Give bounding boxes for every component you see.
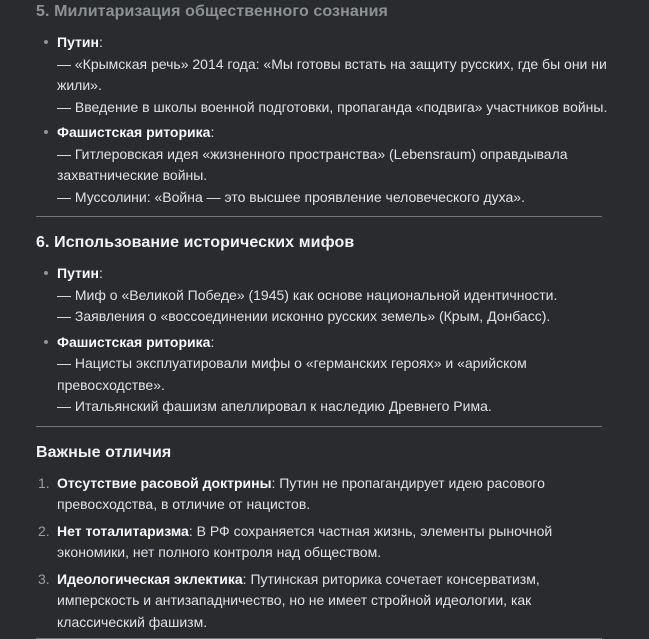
section-militarization [36, 2, 613, 208]
item-description: : Путинская риторика сочетает консерватизм, имперскость и антизападничество, но не имеет стройной идеологии, как классический фашизм. [57, 570, 540, 630]
section-key-differences [36, 443, 613, 634]
bullet-label-line [57, 263, 613, 285]
item-term: Нет тоталитаризма [57, 522, 189, 539]
sub-line: — Муссолини: «Война — это высшее проявление человеческого духа». [57, 188, 525, 205]
numbered-item [36, 569, 613, 634]
sub-line: — Введение в школы военной подготовки, пропаганда «подвига» участников войны. [57, 98, 608, 115]
item-text [57, 521, 613, 564]
list-item [36, 122, 613, 208]
item-number: 3. [38, 570, 50, 587]
item-description: : Путин не пропагандирует идею расового превосходства, в отличие от нацистов. [57, 474, 545, 512]
section-heading: 5. Милитаризация общественного сознания [36, 3, 388, 20]
section-heading: Важные отличия [36, 443, 172, 461]
item-number: 2. [38, 522, 50, 539]
numbered-item [36, 521, 613, 564]
bullet-icon [44, 130, 48, 134]
bullet-label: Фашистская риторика [57, 333, 211, 350]
bullet-label-line [57, 32, 613, 54]
list-item [36, 332, 613, 418]
bullet-list [36, 32, 613, 208]
bullet-label: Фашистская риторика [57, 124, 211, 140]
item-number: 1. [38, 474, 50, 491]
bullet-icon [44, 271, 48, 275]
section-divider [36, 216, 602, 217]
section-heading: 6. Использование исторических мифов [36, 234, 355, 251]
sub-line: — Миф о «Великой Победе» (1945) как основе национальной идентичности. [57, 286, 558, 303]
bullet-label-suffix: : [210, 333, 215, 350]
section-historical-myths [36, 233, 613, 418]
item-text [57, 473, 613, 516]
sub-line: — Нацисты эксплуатировали мифы о «германских героях» и «арийском превосходстве». [57, 355, 527, 393]
list-item [36, 32, 613, 118]
section-divider [36, 426, 602, 427]
bullet-icon [44, 340, 48, 344]
sub-line: — «Крымская речь» 2014 года: «Мы готовы встать на защиту русских, где бы они ни жили». [57, 55, 607, 93]
bullet-icon [44, 40, 48, 44]
bullet-label: Путин [57, 265, 99, 281]
numbered-list [36, 473, 613, 634]
bullet-list [36, 263, 613, 418]
sub-line: — Заявления о «воссоединении исконно русских земель» (Крым, Донбасс). [57, 308, 551, 324]
item-description: : В РФ сохраняется частная жизнь, элементы рыночной экономики, нет полного контроля над обществом. [57, 522, 553, 560]
bullet-label: Путин [57, 34, 99, 50]
bullet-label-suffix: : [98, 265, 103, 281]
bullet-label-line [57, 332, 613, 354]
bullet-label-suffix: : [210, 124, 215, 140]
item-term: Идеологическая эклектика [57, 570, 243, 587]
list-item [36, 263, 613, 328]
bullet-label-suffix: : [98, 34, 103, 50]
sub-line: — Итальянский фашизм апеллировал к наследию Древнего Рима. [57, 398, 492, 414]
item-text [57, 569, 613, 634]
item-term: Отсутствие расовой доктрины [57, 474, 272, 491]
numbered-item [36, 473, 613, 516]
bullet-label-line [57, 122, 613, 144]
sub-line: — Гитлеровская идея «жизненного пространства» (Lebensraum) оправдывала захватнические войны. [57, 145, 568, 183]
